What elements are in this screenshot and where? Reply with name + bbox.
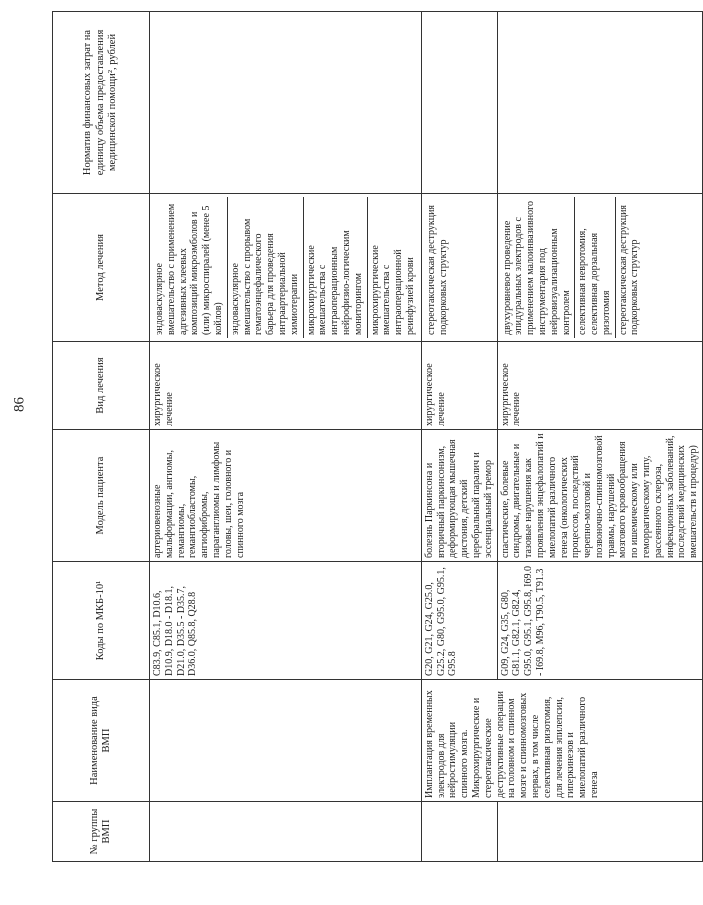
rotated-table-container [52, 12, 700, 862]
cell-norm [421, 12, 497, 194]
header-treatment-type: Вид лечения [53, 342, 150, 430]
table-row [421, 12, 497, 862]
cell-norm [150, 12, 422, 194]
cell-treatment-type: хирургическое лечение [150, 342, 422, 430]
cell-vmp-name: Имплантация временных электродов для нейростимуляции спинного мозга. Микрохирургические и стереотаксические деструктивные операции на головном и спинном мозге и спинномозговых нервах, в том числе селективная ризотомия, для лечения эпилепсии, гиперкинезов и миелопатий различного генеза [421, 680, 702, 802]
cell-codes: C83.9, C85.1, D10.6, D10.9, D18.0 - D18.1, D21.0, D35.5 - D35.7, D36.0, Q85.8, Q28.8 [150, 562, 422, 680]
cell-treatment-type: хирургическое лечение [421, 342, 497, 430]
cell-vmp-name [150, 680, 422, 802]
vmp-table [52, 11, 703, 862]
cell-treatment-method [421, 194, 497, 342]
header-patient-model: Модель пациента [53, 430, 150, 562]
method-item: двухуровневое проведение эпидуральных электродов с применением малоинвазивного инструментария под нейровизуализационным контролем [500, 197, 576, 338]
cell-group-no [150, 802, 422, 862]
header-codes: Коды по МКБ-10¹ [53, 562, 150, 680]
cell-codes: G09, G24, G35, G80, G81.1, G82.1, G82.4, G95.0, G95.1, G95.8, I69.0 - I69.8, M96, T90.5, T91.3 [497, 562, 703, 680]
cell-norm [497, 12, 703, 194]
method-item: микрохирургические вмешательства с интраоперационной реинфузией крови [369, 245, 416, 335]
method-item: стереотаксическая деструкция подкорковых структур [617, 204, 641, 335]
method-item: стереотаксическая деструкция подкорковых структур [425, 204, 449, 335]
cell-treatment-method [497, 194, 703, 342]
cell-treatment-type: хирургическое лечение [497, 342, 703, 430]
cell-patient-model: болезнь Паркинсона и вторичный паркинсонизм, деформирующая мышечная дистония, детский церебральный паралич и эссенциальный тремор [421, 430, 497, 562]
method-item: эндоваскулярное вмешательство с применением адгезивных клеевых композиций микроэмболов и (или) микроспиралей (менее 5 койлов) [152, 197, 228, 338]
method-item: эндоваскулярное вмешательство с прорывом гематоэнцефалического барьера для проведения интраартериальной химиотерапии [228, 197, 304, 338]
header-group-no: № группы ВМП [53, 802, 150, 862]
cell-patient-model: артериовенозные мальформации, ангиомы, гемангиомы, гемангиобластомы, ангиофибромы, параганглиомы и лимфомы головы, шеи, головного и спинного мозга [150, 430, 422, 562]
page-number: 86 [11, 397, 28, 412]
header-vmp-name: Наименование вида ВМП [53, 680, 150, 802]
cell-patient-model: спастические, болевые синдромы, двигательные и тазовые нарушения как проявления энцефалопатий и миелопатий различного генеза (онкологических процессов, последствий черепно-мозговой и позвоночно-спинномозговой травмы, нарушений мозгового кровообращения по ишемическому или геморрагическому типу, рассеянного склероза, инфекционных заболеваний, последствий медицинских вмешательств и процедур) [497, 430, 703, 562]
table-header-row [53, 12, 150, 862]
header-norm: Норматив финансовых затрат на единицу объема предоставления медицинской помощи², рублей [53, 12, 150, 194]
table-row [150, 12, 422, 862]
method-item: микрохирургические вмешательства с интраоперационным нейрофизио-логическим мониторингом [304, 197, 368, 338]
cell-group-no [421, 802, 497, 862]
cell-codes: G20, G21, G24, G25.0, G25.2, G80, G95.0, G95.1, G95.8 [421, 562, 497, 680]
method-item: селективная невротомия, селективная дорзальная ризотомия [575, 197, 615, 338]
header-treatment-method: Метод лечения [53, 194, 150, 342]
cell-treatment-method [150, 194, 422, 342]
cell-group-no [497, 802, 703, 862]
